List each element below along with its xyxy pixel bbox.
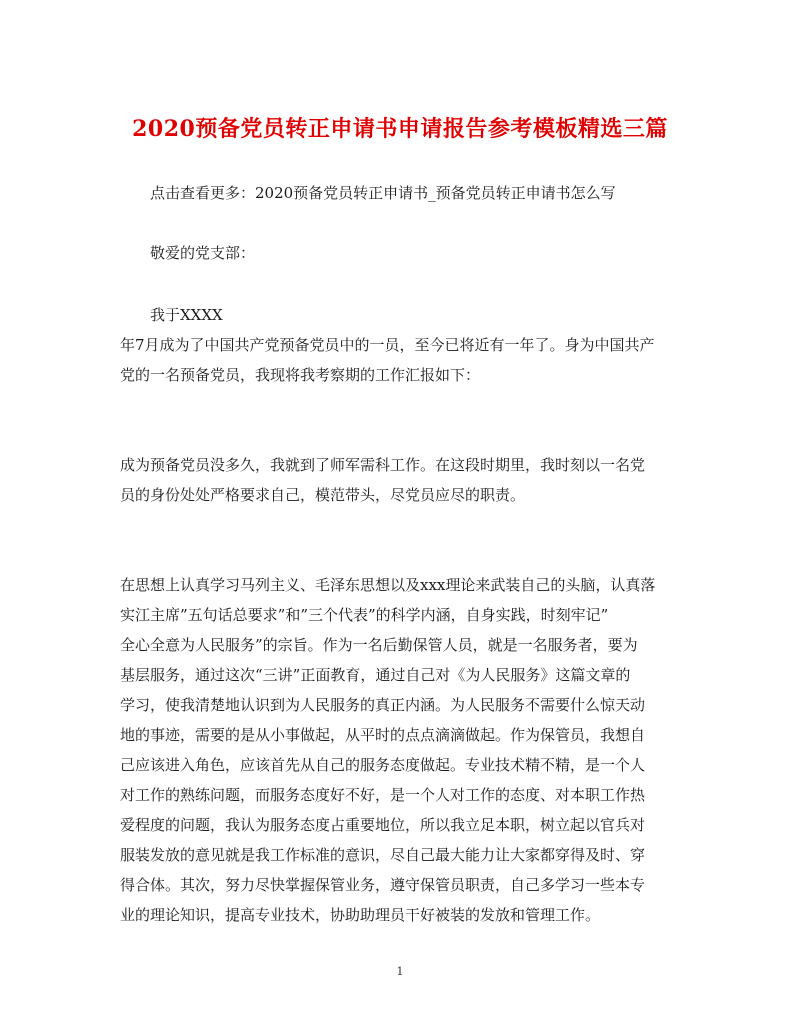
paragraph-3-line: 基层服务，通过这次“三讲”正面教育，通过自己对《为人民服务》这篇文章的 bbox=[120, 666, 631, 684]
paragraph-3-line: 在思想上认真学习马列主义、毛泽东思想以及xxx理论来武装自己的头脑，认真落 bbox=[120, 576, 656, 594]
paragraph-3 bbox=[120, 570, 686, 930]
paragraph-1-line: 我于XXXX bbox=[150, 306, 223, 324]
paragraph-3-line: 爱程度的问题，我认为服务态度占重要地位，所以我立足本职，树立起以官兵对 bbox=[120, 816, 646, 834]
paragraph-3-line: 学习，使我清楚地认识到为人民服务的真正内涵。为人民服务不需要什么惊天动 bbox=[120, 696, 646, 714]
paragraph-2 bbox=[120, 450, 686, 510]
paragraph-3-line: 得合体。其次，努力尽快掌握保管业务，遵守保管员职责，自己多学习一些本专 bbox=[120, 876, 646, 894]
paragraph-2-line: 成为预备党员没多久，我就到了师军需科工作。在这段时期里，我时刻以一名党 bbox=[120, 456, 646, 474]
paragraph-1-line: 党的一名预备党员，我现将我考察期的工作汇报如下： bbox=[120, 366, 481, 384]
paragraph-1 bbox=[120, 300, 686, 390]
paragraph-3-line: 全心全意为人民服务”的宗旨。作为一名后勤保管人员，就是一名服务者，要为 bbox=[120, 636, 638, 654]
paragraph-3-line: 己应该进入角色，应该首先从自己的服务态度做起。专业技术精不精，是一个人 bbox=[120, 756, 646, 774]
salutation-text: 敬爱的党支部： bbox=[150, 244, 256, 262]
paragraph-2-line: 员的身份处处严格要求自己，模范带头，尽党员应尽的职责。 bbox=[120, 486, 526, 504]
document-title: 2020预备党员转正申请书申请报告参考模板精选三篇 bbox=[132, 116, 668, 142]
more-link-line bbox=[120, 178, 686, 208]
paragraph-3-line: 对工作的熟练问题，而服务态度好不好，是一个人对工作的态度、对本职工作热 bbox=[120, 786, 646, 804]
paragraph-3-line: 实江主席”五句话总要求”和”三个代表”的科学内涵，自身实践，时刻牢记” bbox=[120, 606, 609, 624]
page-number: 1 bbox=[396, 965, 404, 978]
paragraph-3-line: 服装发放的意见就是我工作标准的意识，尽自己最大能力让大家都穿得及时、穿 bbox=[120, 846, 646, 864]
paragraph-1-line: 年7月成为了中国共产党预备党员中的一员，至今已将近有一年了。身为中国共产 bbox=[120, 336, 655, 354]
salutation bbox=[120, 238, 686, 268]
paragraph-3-line: 业的理论知识，提高专业技术，协助助理员干好被装的发放和管理工作。 bbox=[120, 906, 601, 924]
paragraph-3-line: 地的事迹，需要的是从小事做起，从平时的点点滴滴做起。作为保管员，我想自 bbox=[120, 726, 646, 744]
more-link-text: 点击查看更多：2020预备党员转正申请书_预备党员转正申请书怎么写 bbox=[150, 184, 616, 202]
